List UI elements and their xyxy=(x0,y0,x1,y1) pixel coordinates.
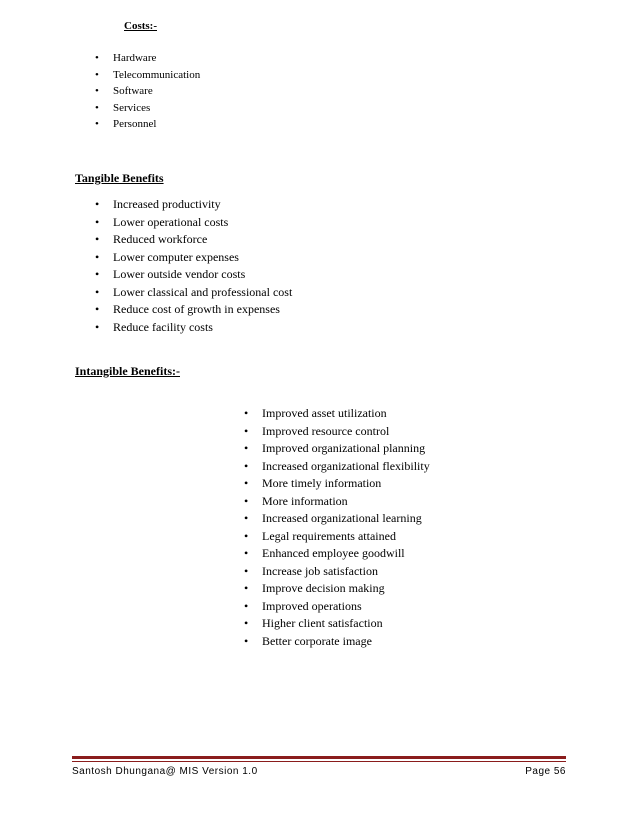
bullet-icon: • xyxy=(244,406,249,420)
bullet-icon: • xyxy=(95,284,100,299)
costs-item-label: Software xyxy=(113,85,153,97)
list-item xyxy=(95,214,292,232)
bullet-icon: • xyxy=(95,249,100,264)
list-item xyxy=(244,458,430,476)
bullet-icon: • xyxy=(244,511,249,525)
bullet-icon: • xyxy=(95,232,100,246)
bullet-icon: • xyxy=(244,441,249,455)
list-item xyxy=(95,83,200,100)
tangible-item-label: Reduce cost of growth in expenses xyxy=(113,302,280,316)
intangible-item-label: More information xyxy=(262,493,348,508)
costs-item-label: Services xyxy=(113,101,151,114)
intangible-item-label: Enhanced employee goodwill xyxy=(262,546,405,560)
page-number: Page 56 xyxy=(525,766,566,777)
costs-heading: Costs:- xyxy=(124,20,157,32)
bullet-icon: • xyxy=(95,302,100,316)
costs-item-label: Telecommunication xyxy=(113,68,201,81)
list-item xyxy=(95,284,293,302)
list-item xyxy=(244,528,430,546)
bullet-icon: • xyxy=(95,214,100,229)
tangible-item-label: Lower computer expenses xyxy=(113,249,239,264)
list-item xyxy=(95,67,201,84)
tangible-item-label: Increased productivity xyxy=(113,197,221,211)
intangible-item-label: Higher client satisfaction xyxy=(262,616,383,630)
list-item xyxy=(244,475,430,493)
bullet-icon: • xyxy=(95,101,99,114)
list-item xyxy=(244,633,430,651)
intangible-benefits-heading: Intangible Benefits:- xyxy=(75,364,180,378)
list-item xyxy=(244,493,430,511)
list-item xyxy=(95,266,292,284)
list-item xyxy=(95,196,292,214)
intangible-item-label: Improved resource control xyxy=(262,423,390,438)
bullet-icon: • xyxy=(95,319,100,334)
list-item xyxy=(244,545,430,563)
tangible-item-label: Lower operational costs xyxy=(113,214,229,229)
bullet-icon: • xyxy=(95,85,99,97)
footer-divider-thin xyxy=(72,761,566,762)
bullet-icon: • xyxy=(95,118,99,130)
list-item xyxy=(244,440,430,458)
intangible-item-label: Increase job satisfaction xyxy=(262,563,378,578)
bullet-icon: • xyxy=(244,581,249,595)
tangible-item-label: Reduce facility costs xyxy=(113,319,213,334)
bullet-icon: • xyxy=(244,598,249,613)
intangible-item-label: Increased organizational flexibility xyxy=(262,458,430,473)
tangible-item-label: Lower outside vendor costs xyxy=(113,267,246,281)
list-item xyxy=(244,405,430,423)
bullet-icon: • xyxy=(244,458,249,473)
list-item xyxy=(244,423,430,441)
intangible-item-label: Improved asset utilization xyxy=(262,406,387,420)
list-item xyxy=(95,50,200,67)
intangible-item-label: Improved operations xyxy=(262,598,362,613)
bullet-icon: • xyxy=(244,563,249,578)
intangible-item-label: More timely information xyxy=(262,476,382,490)
bullet-icon: • xyxy=(244,528,249,543)
intangible-item-label: Improved organizational planning xyxy=(262,441,426,455)
tangible-item-label: Reduced workforce xyxy=(113,232,208,246)
footer-author: Santosh Dhungana@ MIS Version 1.0 xyxy=(72,766,258,777)
list-item xyxy=(244,598,430,616)
list-item xyxy=(95,231,292,249)
bullet-icon: • xyxy=(95,68,99,81)
bullet-icon: • xyxy=(95,197,100,211)
bullet-icon: • xyxy=(244,493,249,508)
bullet-icon: • xyxy=(244,546,249,560)
costs-item-label: Personnel xyxy=(113,118,157,130)
list-item xyxy=(95,319,292,337)
intangible-item-label: Improve decision making xyxy=(262,581,385,595)
intangible-item-label: Increased organizational learning xyxy=(262,511,422,525)
bullet-icon: • xyxy=(95,267,100,281)
tangible-benefits-heading: Tangible Benefits xyxy=(75,171,164,185)
bullet-icon: • xyxy=(244,633,249,648)
list-item xyxy=(244,563,430,581)
list-item xyxy=(244,580,430,598)
bullet-icon: • xyxy=(95,52,99,64)
bullet-icon: • xyxy=(244,476,249,490)
list-item xyxy=(95,100,200,117)
bullet-icon: • xyxy=(244,616,249,630)
list-item xyxy=(244,510,430,528)
list-item xyxy=(95,301,292,319)
list-item xyxy=(244,615,430,633)
intangible-benefits-list xyxy=(244,405,430,650)
tangible-item-label: Lower classical and professional cost xyxy=(113,284,293,299)
footer-divider xyxy=(72,756,566,759)
costs-item-label: Hardware xyxy=(113,52,157,64)
intangible-item-label: Legal requirements attained xyxy=(262,528,396,543)
costs-list xyxy=(95,50,201,133)
list-item xyxy=(95,116,200,133)
list-item xyxy=(95,249,292,267)
bullet-icon: • xyxy=(244,423,249,438)
intangible-item-label: Better corporate image xyxy=(262,633,372,648)
tangible-benefits-list xyxy=(95,196,293,336)
